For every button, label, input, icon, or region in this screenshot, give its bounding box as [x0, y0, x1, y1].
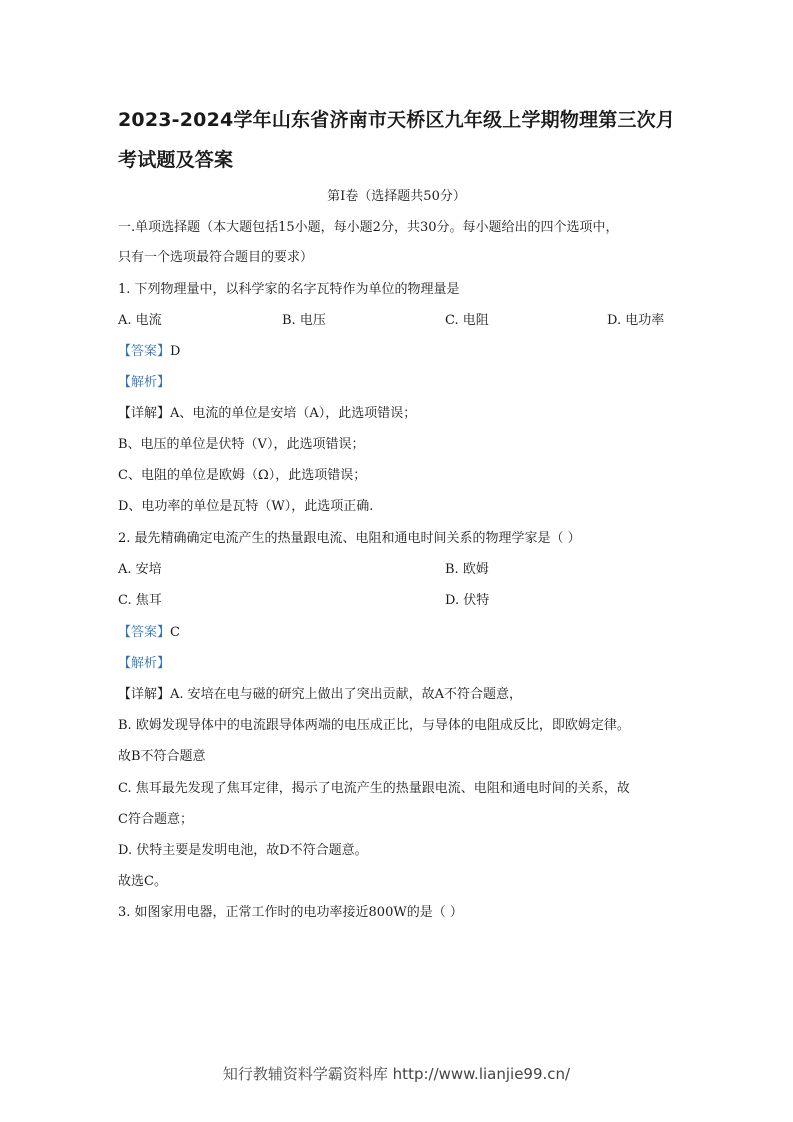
question-2-detail-line-5: C符合题意； — [118, 812, 193, 827]
question-1-option-d: D. 电功率 — [607, 313, 665, 328]
answer-tag: 【答案】 — [118, 625, 171, 640]
volume-heading: 第I卷（选择题共50分） — [327, 189, 466, 204]
question-1-detail-line-4: D、电功率的单位是瓦特（W），此选项正确. — [118, 499, 374, 514]
question-1-detail-line-3: C、电阻的单位是欧姆（Ω），此选项错误； — [118, 468, 367, 483]
analysis-tag: 【解析】 — [118, 375, 171, 390]
question-2-option-d: D. 伏特 — [445, 593, 490, 608]
question-1-option-c: C. 电阻 — [445, 313, 489, 328]
question-2-option-b: B. 欧姆 — [445, 562, 489, 577]
question-2-analysis-tag — [118, 655, 170, 673]
detail-tag: 【详解】 — [118, 687, 171, 702]
detail-tag: 【详解】 — [118, 406, 171, 421]
question-1-stem: 1. 下列物理量中，以科学家的名字瓦特作为单位的物理量是 — [118, 282, 460, 297]
question-3-stem: 3. 如图家用电器，正常工作时的电功率接近800W的是（ ） — [118, 905, 463, 920]
question-1-answer — [118, 343, 180, 361]
detail-text: A、电流的单位是安培（A），此选项错误； — [170, 406, 417, 421]
question-2-stem: 2. 最先精确确定电流产生的热量跟电流、电阻和通电时间关系的物理学家是（ ） — [118, 531, 581, 546]
question-2-detail-line-7: 故选C。 — [118, 874, 167, 889]
answer-tag: 【答案】 — [118, 344, 171, 359]
question-2-detail-line-6: D. 伏特主要是发明电池，故D不符合题意。 — [118, 843, 368, 858]
section-instruction-line-1: 一.单项选择题（本大题包括15小题，每小题2分，共30分。每小题给出的四个选项中， — [118, 220, 619, 235]
answer-value: C — [170, 625, 180, 640]
question-2-detail-line-4: C. 焦耳最先发现了焦耳定律，揭示了电流产生的热量跟电流、电阻和通电时间的关系，故 — [118, 781, 630, 796]
question-1-detail-line-1 — [118, 405, 416, 423]
detail-text: A. 安培在电与磁的研究上做出了突出贡献，故A不符合题意， — [170, 687, 523, 702]
question-1-option-a: A. 电流 — [118, 313, 162, 328]
analysis-tag: 【解析】 — [118, 656, 171, 671]
question-2-answer — [118, 624, 180, 642]
question-2-detail-line-1 — [118, 686, 522, 704]
document-title: 2023-2024学年山东省济南市天桥区九年级上学期物理第三次月考试题及答案 — [118, 109, 676, 171]
question-2-option-c: C. 焦耳 — [118, 593, 162, 608]
question-1-detail-line-2: B、电压的单位是伏特（V），此选项错误； — [118, 437, 365, 452]
question-2-option-a: A. 安培 — [118, 562, 162, 577]
question-1-option-b: B. 电压 — [282, 313, 326, 328]
question-1-analysis-tag — [118, 374, 170, 392]
footer-watermark: 知行教辅资料学霸资料库 http://www.lianjie99.cn/ — [222, 1065, 571, 1083]
question-2-detail-line-2: B. 欧姆发现导体中的电流跟导体两端的电压成正比，与导体的电阻成反比，即欧姆定律。 — [118, 718, 630, 733]
answer-value: D — [170, 344, 181, 359]
question-2-detail-line-3: 故B不符合题意 — [118, 749, 206, 764]
section-instruction-line-2: 只有一个选项最符合题目的要求） — [118, 250, 314, 265]
